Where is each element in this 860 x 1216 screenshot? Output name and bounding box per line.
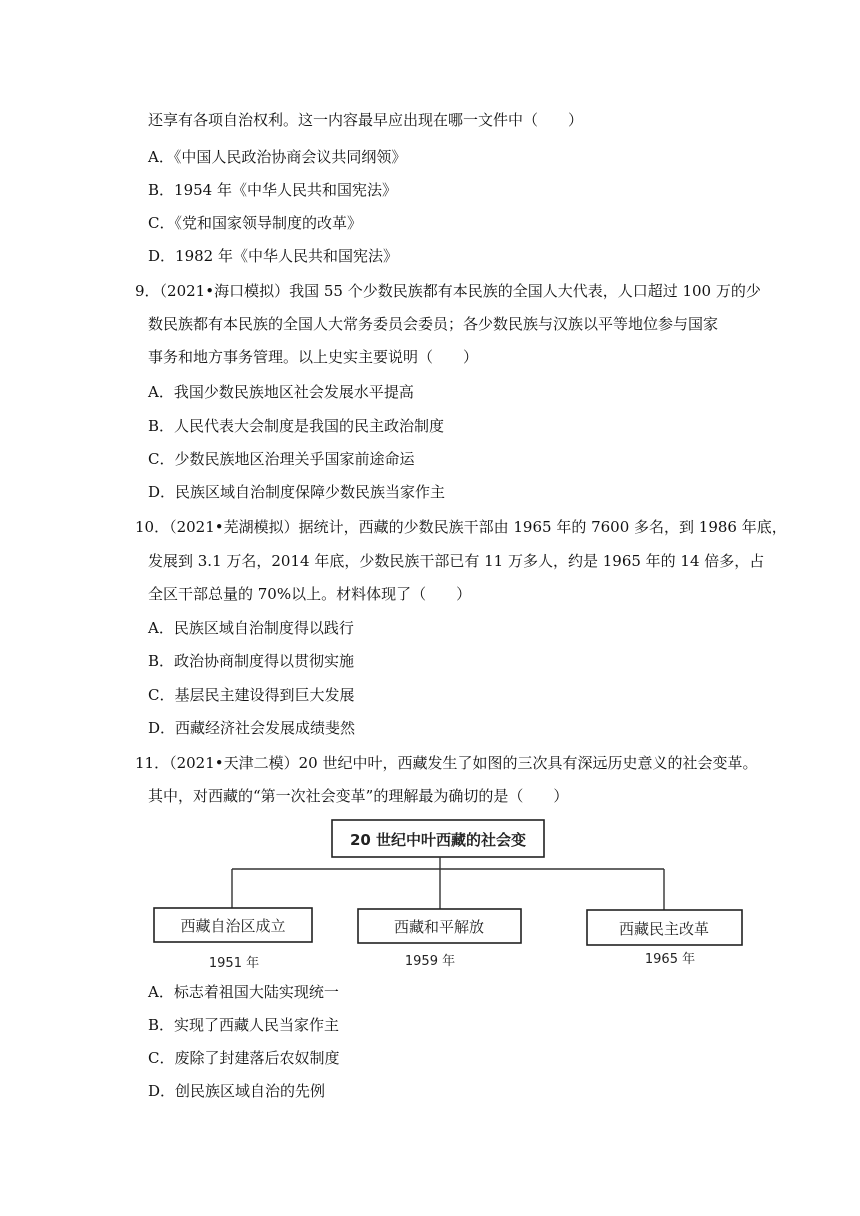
social-change-diagram (150, 818, 750, 978)
q9-text-line: 事务和地方事务管理。以上史实主要说明（ ） (148, 348, 479, 366)
q9-text-line: 数民族都有本民族的全国人大常务委员会委员；各少数民族与汉族以平等地位参与国家 (148, 315, 719, 333)
q10-text-line: 全区干部总量的 70%以上。材料体现了（ ） (148, 585, 472, 603)
q11-text-line: 其中，对西藏的“第一次社会变革”的理解最为确切的是（ ） (148, 787, 569, 805)
q10-option-a: A．民族区域自治制度得以践行 (148, 619, 354, 637)
diagram-title: 20 世纪中叶西藏的社会变 (349, 831, 527, 849)
diagram-year-3: 1965 年 (644, 952, 696, 967)
diagram-box-2-label: 西藏和平解放 (393, 918, 485, 936)
q8-option-c: C．《党和国家领导制度的改革》 (148, 214, 362, 232)
q9-option-d: D．民族区域自治制度保障少数民族当家作主 (148, 483, 446, 501)
q8-text-line: 还享有各项自治权利。这一内容最早应出现在哪一文件中（ ） (148, 111, 584, 129)
diagram-box-3-label: 西藏民主改革 (618, 920, 710, 938)
q9-option-c: C．少数民族地区治理关乎国家前途命运 (148, 450, 415, 468)
q8-option-a: A．《中国人民政治协商会议共同纲领》 (148, 148, 407, 166)
q8-option-b: B．1954 年《中华人民共和国宪法》 (148, 181, 397, 199)
q11-text-line: 11．（2021•天津二模）20 世纪中叶，西藏发生了如图的三次具有深远历史意义的社会变革。 (135, 754, 758, 772)
q10-option-d: D．西藏经济社会发展成绩斐然 (148, 719, 356, 737)
q8-option-d: D．1982 年《中华人民共和国宪法》 (148, 247, 398, 265)
q11-option-b: B．实现了西藏人民当家作主 (148, 1016, 340, 1034)
q10-option-b: B．政治协商制度得以贯彻实施 (148, 652, 355, 670)
q10-text-line: 发展到 3.1 万名，2014 年底，少数民族干部已有 11 万多人，约是 1965 年的 14 倍多，占 (148, 552, 765, 570)
q10-text-line: 10．（2021•芜湖模拟）据统计，西藏的少数民族干部由 1965 年的 7600 多名，到 1986 年底， (135, 518, 787, 536)
q9-option-a: A．我国少数民族地区社会发展水平提高 (148, 383, 414, 401)
q10-option-c: C．基层民主建设得到巨大发展 (148, 686, 355, 704)
diagram-year-1: 1951 年 (208, 956, 260, 971)
q11-option-d: D．创民族区域自治的先例 (148, 1082, 326, 1100)
diagram-box-1-label: 西藏自治区成立 (180, 917, 286, 935)
q11-option-c: C．废除了封建落后农奴制度 (148, 1049, 340, 1067)
q11-option-a: A．标志着祖国大陆实现统一 (148, 983, 339, 1001)
diagram-year-2: 1959 年 (404, 954, 456, 969)
q9-option-b: B．人民代表大会制度是我国的民主政治制度 (148, 417, 445, 435)
q9-text-line: 9．（2021•海口模拟）我国 55 个少数民族都有本民族的全国人大代表，人口超过 100 万的少 (135, 282, 761, 300)
